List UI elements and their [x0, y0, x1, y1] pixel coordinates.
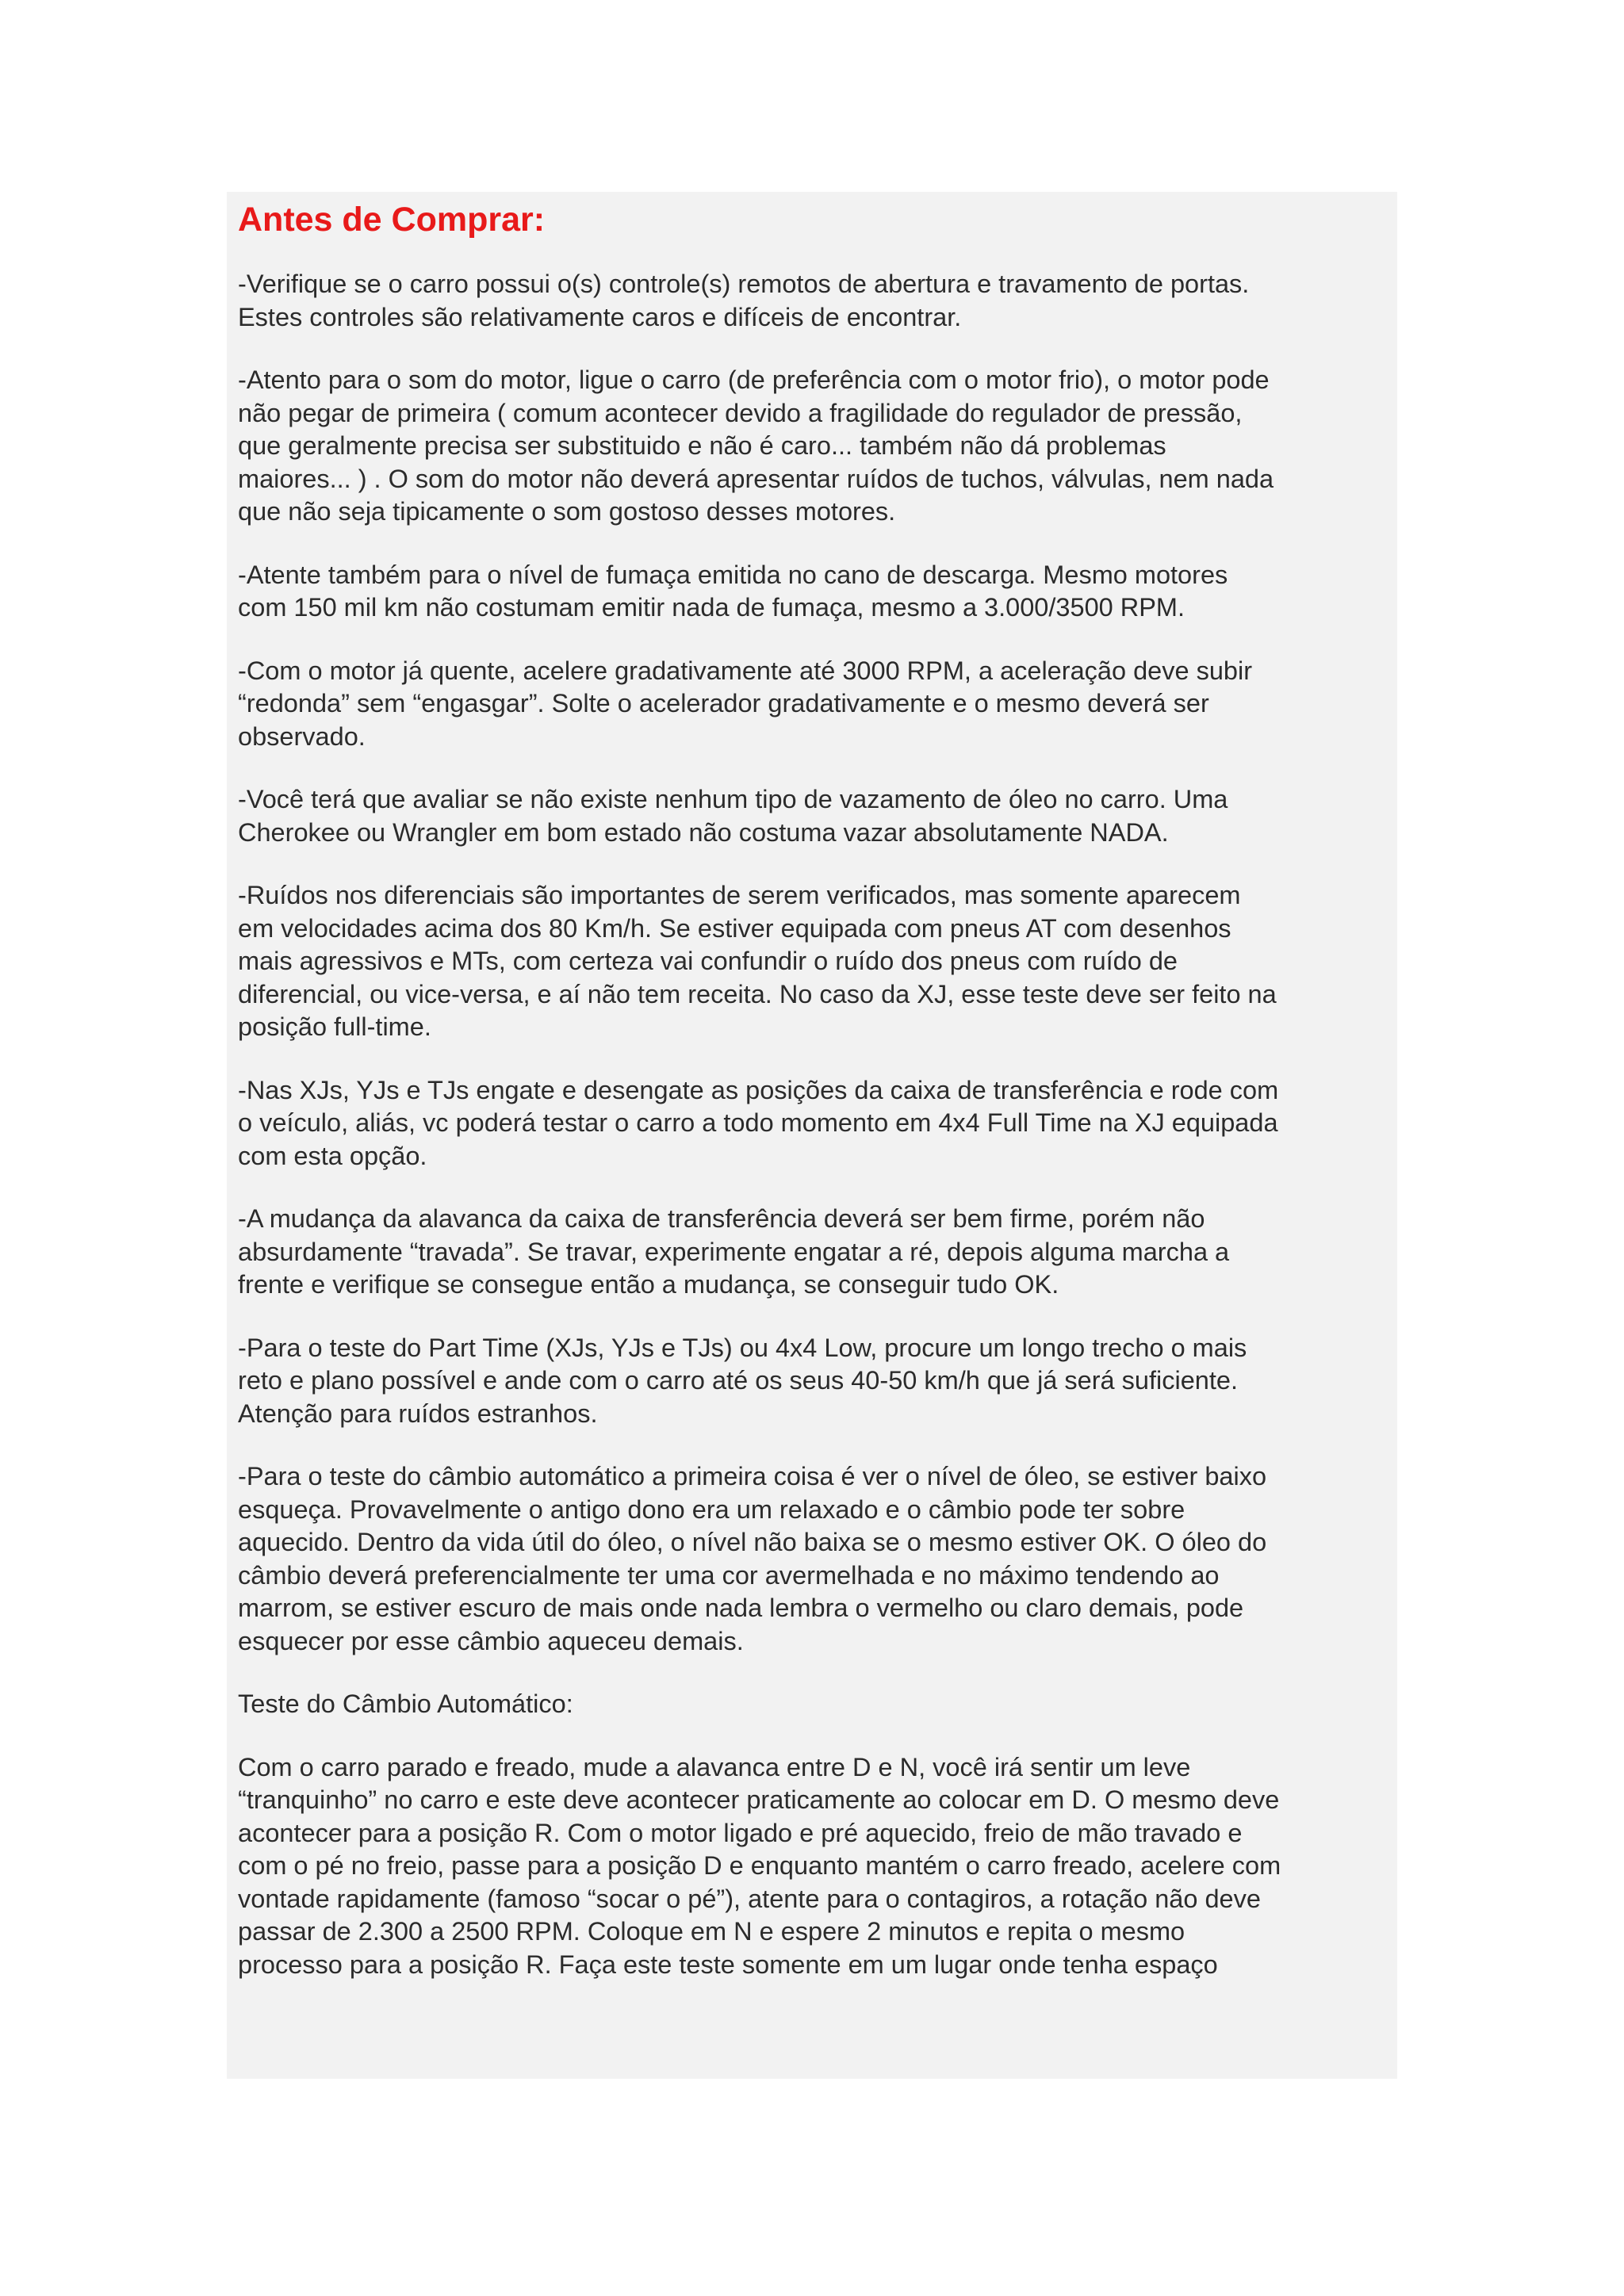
paragraph	[238, 364, 1391, 529]
text-line: vontade rapidamente (famoso “socar o pé”), atente para o contagiros, a rotação não deve	[238, 1884, 1261, 1913]
text-line: processo para a posição R. Faça este teste somente em um lugar onde tenha espaço	[238, 1950, 1218, 1979]
text-line: -Nas XJs, YJs e TJs engate e desengate as posições da caixa de transferência e rode com	[238, 1075, 1279, 1104]
text-line: com esta opção.	[238, 1141, 427, 1170]
text-line: aquecido. Dentro da vida útil do óleo, o nível não baixa se o mesmo estiver OK. O óleo do	[238, 1528, 1267, 1556]
text-line: que geralmente precisa ser substituido e não é caro... também não dá problemas	[238, 431, 1166, 460]
text-line: Teste do Câmbio Automático:	[238, 1689, 573, 1718]
text-line: -Você terá que avaliar se não existe nenhum tipo de vazamento de óleo no carro. Uma	[238, 785, 1228, 813]
text-line: passar de 2.300 a 2500 RPM. Coloque em N e espere 2 minutos e repita o mesmo	[238, 1917, 1185, 1946]
text-line: o veículo, aliás, vc poderá testar o carro a todo momento em 4x4 Full Time na XJ equipada	[238, 1108, 1278, 1137]
text-line: reto e plano possível e ande com o carro até os seus 40-50 km/h que já será suficiente.	[238, 1366, 1238, 1395]
text-line: marrom, se estiver escuro de mais onde nada lembra o vermelho ou claro demais, pode	[238, 1594, 1244, 1622]
text-line: -Atente também para o nível de fumaça emitida no cano de descarga. Mesmo motores	[238, 560, 1228, 589]
text-line: -Verifique se o carro possui o(s) controle(s) remotos de abertura e travamento de portas.	[238, 270, 1250, 298]
text-line: Atenção para ruídos estranhos.	[238, 1399, 598, 1428]
text-line: não pegar de primeira ( comum acontecer devido a fragilidade do regulador de pressão,	[238, 398, 1243, 427]
text-line: esquecer por esse câmbio aqueceu demais.	[238, 1626, 744, 1655]
paragraph	[238, 879, 1391, 1044]
text-line: em velocidades acima dos 80 Km/h. Se estiver equipada com pneus AT com desenhos	[238, 913, 1231, 943]
paragraph	[238, 783, 1391, 849]
paragraph	[238, 1751, 1391, 1982]
text-line: mais agressivos e MTs, com certeza vai confundir o ruído dos pneus com ruído de	[238, 947, 1178, 975]
text-line: esqueça. Provavelmente o antigo dono era um relaxado e o câmbio pode ter sobre	[238, 1494, 1185, 1524]
text-line: frente e verifique se consegue então a mudança, se conseguir tudo OK.	[238, 1270, 1059, 1299]
text-line: com o pé no freio, passe para a posição D e enquanto mantém o carro freado, acelere com	[238, 1851, 1281, 1880]
text-line: “redonda” sem “engasgar”. Solte o acelerador gradativamente e o mesmo deverá ser	[238, 689, 1209, 718]
text-line: com 150 mil km não costumam emitir nada de fumaça, mesmo a 3.000/3500 RPM.	[238, 593, 1185, 622]
text-line: absurdamente “travada”. Se travar, experimente engatar a ré, depois alguma marcha a	[238, 1237, 1230, 1266]
paragraph	[238, 1460, 1391, 1658]
paragraph	[238, 268, 1391, 334]
text-line: -Para o teste do Part Time (XJs, YJs e TJs) ou 4x4 Low, procure um longo trecho o mais	[238, 1333, 1247, 1362]
text-line: -Para o teste do câmbio automático a primeira coisa é ver o nível de óleo, se estiver baixo	[238, 1462, 1267, 1490]
text-line: -Com o motor já quente, acelere gradativamente até 3000 RPM, a aceleração deve subir	[238, 656, 1253, 685]
text-line: acontecer para a posição R. Com o motor ligado e pré aquecido, freio de mão travado e	[238, 1818, 1243, 1847]
text-line: Estes controles são relativamente caros e difíceis de encontrar.	[238, 302, 962, 331]
text-line: -A mudança da alavanca da caixa de transferência deverá ser bem firme, porém não	[238, 1204, 1205, 1233]
text-line: -Ruídos nos diferenciais são importantes de serem verificados, mas somente aparecem	[238, 881, 1241, 909]
text-line: Com o carro parado e freado, mude a alavanca entre D e N, você irá sentir um leve	[238, 1752, 1191, 1781]
text-line: -Atento para o som do motor, ligue o carro (de preferência com o motor frio), o motor pode	[238, 365, 1270, 394]
paragraph	[238, 1203, 1391, 1302]
paragraph	[238, 1074, 1391, 1173]
text-line: observado.	[238, 721, 366, 751]
text-line: Cherokee ou Wrangler em bom estado não costuma vazar absolutamente NADA.	[238, 817, 1169, 847]
text-line: maiores... ) . O som do motor não deverá apresentar ruídos de tuchos, válvulas, nem nada	[238, 464, 1274, 493]
paragraph	[238, 1688, 1391, 1721]
text-line: câmbio deverá preferencialmente ter uma cor avermelhada e no máximo tendendo ao	[238, 1560, 1220, 1590]
text-block	[227, 192, 1397, 2079]
text-line: diferencial, ou vice-versa, e aí não tem receita. No caso da XJ, esse teste deve ser feito na	[238, 979, 1277, 1008]
text-line: posição full-time.	[238, 1012, 431, 1041]
paragraph	[238, 655, 1391, 754]
section-title: Antes de Comprar:	[238, 201, 546, 239]
paragraph	[238, 559, 1391, 625]
text-line: que não seja tipicamente o som gostoso desses motores.	[238, 497, 896, 526]
paragraph	[238, 1332, 1391, 1431]
paragraph-list	[233, 268, 1391, 1981]
text-line: “tranquinho” no carro e este deve acontecer praticamente ao colocar em D. O mesmo deve	[238, 1785, 1280, 1814]
